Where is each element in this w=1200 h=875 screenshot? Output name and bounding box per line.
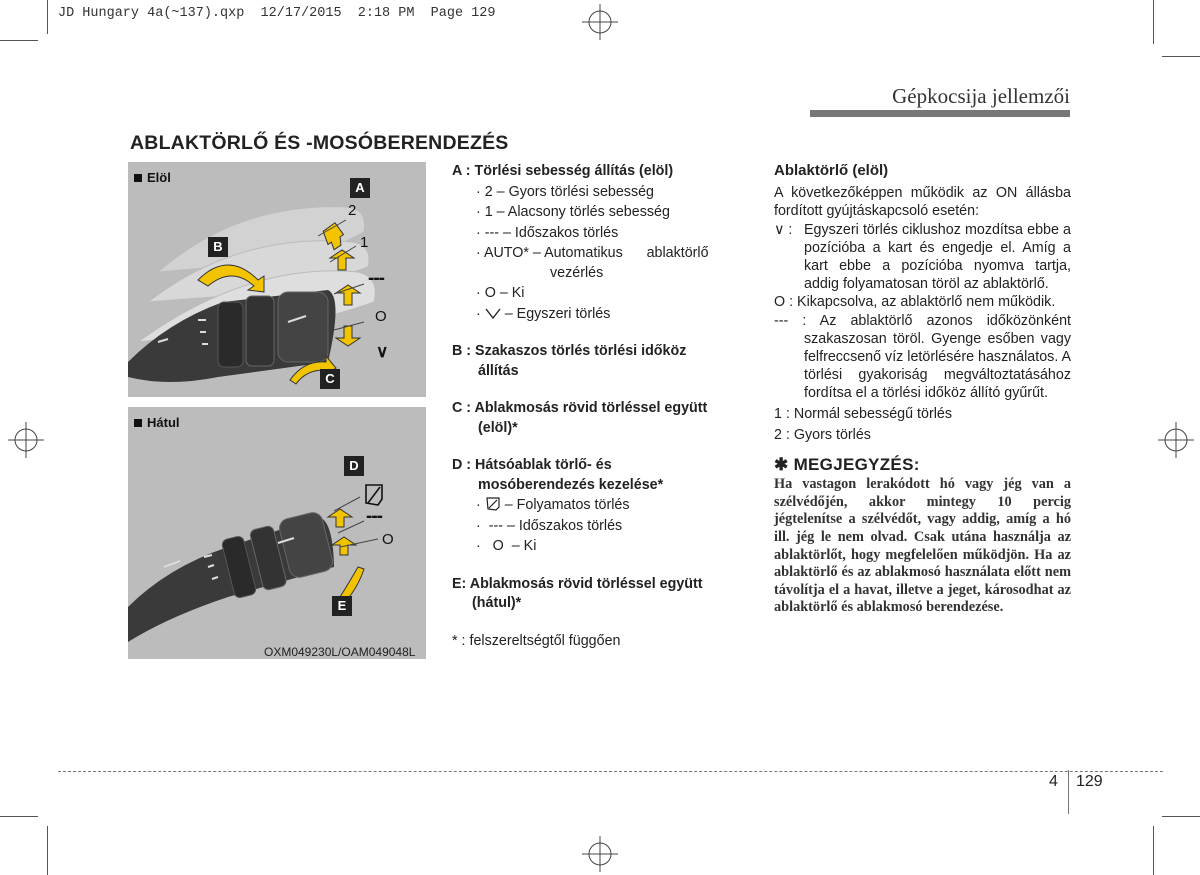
legend-column [452, 162, 752, 651]
figure-label: Hátul [134, 415, 180, 430]
figure-mark-off: O [382, 531, 394, 548]
legend-d-title-cont: mosóberendezés kezelése* [478, 476, 664, 493]
legend-a-item: · 2 – Gyors törlési sebesség [476, 183, 654, 200]
crop-mark [47, 826, 48, 875]
page-title: ABLAKTÖRLŐ ÉS -MOSÓBERENDEZÉS [130, 132, 509, 154]
figure-badge-c: C [320, 369, 340, 389]
page-number-divider [1068, 770, 1069, 814]
crop-mark [1162, 816, 1200, 817]
figure-mark-off: O [375, 308, 387, 325]
legend-footnote: * : felszereltségtől függően [452, 632, 621, 649]
figure-mark-1: 1 [360, 234, 369, 251]
right-normal: 1 : Normál sebességű törlés [774, 405, 952, 422]
legend-d-item: · --- – Időszakos törlés [476, 517, 623, 534]
figure-badge-d: D [344, 456, 364, 476]
footer-divider [58, 771, 1163, 772]
crop-mark [0, 816, 38, 817]
legend-a-off: · O – Ki [476, 285, 525, 301]
legend-d-item: · O – Ki [476, 538, 537, 554]
note-text: Ha vastagon lerakódott hó vagy jég van a szélvédőjén, akkor mintegy 10 percig jégtelenítse a szélvédőt, vagy addig, amíg a hó ill. jég le nem olvad. Csak utána használja az ablaktörlőt, hogy megfelelően működjön. Ha az ablaktörlő és az ablakmosó használata előtt nem távolítja el a havat, illetve a jeget, károsodhat az ablaktörlő és ablakmosó berendezése. [774, 476, 1071, 616]
crop-mark [1153, 826, 1154, 875]
legend-e-title-cont: (hátul)* [472, 595, 522, 611]
figure-badge-b: B [208, 237, 228, 257]
right-heading: Ablaktörlő (elöl) [774, 162, 889, 179]
legend-c-title-cont: (elöl)* [478, 419, 518, 436]
single-wipe-label: ∨ : [774, 221, 793, 238]
single-wipe-text: Egyszeri törlés ciklushoz mozdítsa ebbe a pozícióba a kart és engedje el. Amíg a kart ebbe a pozícióba nyomva tartja, addig folyamatosan töröl az ablaktörlő. [804, 221, 1071, 293]
legend-a-auto: · AUTO* – Automatikus ablaktörlő [476, 245, 709, 261]
figure-caption: OXM049230L/OAM049048L [264, 645, 416, 659]
legend-d-continuous: · – Folyamatos törlés [476, 497, 630, 513]
figure-label: Elöl [134, 170, 171, 185]
print-slug: JD Hungary 4a(~137).qxp 12/17/2015 2:18 PM Page 129 [58, 6, 496, 21]
crop-mark [47, 0, 48, 34]
figure-front-wiper [128, 162, 426, 397]
registration-mark-icon [1158, 422, 1194, 458]
figure-mark-intermittent: --- [366, 506, 382, 527]
crop-mark [0, 40, 38, 41]
right-interval: --- : Az ablaktörlő azonos időközönként szakaszosan töröl. Gyenge esőben vagy felfreccsenő víz letörlésére használatos. A törlési gyakoriság megváltoztatásához fordítsa el a törlési időköz állító gyűrűt. [774, 312, 1072, 402]
figure-mark-intermittent: --- [368, 268, 384, 289]
legend-b-title: B : Szakaszos törlés törlési időköz [452, 343, 687, 359]
single-wipe-icon [485, 308, 501, 320]
crop-mark [1162, 56, 1200, 57]
legend-d-title: D : Hátsóablak törlő- és [452, 457, 612, 473]
section-title: Gépkocsija jellemzői [892, 84, 1070, 108]
rear-wiper-continuous-icon [485, 497, 501, 511]
rear-wiper-symbol-icon [366, 485, 382, 505]
registration-mark-icon [582, 4, 618, 40]
figure-badge-a: A [350, 178, 370, 198]
figure-rear-wiper [128, 407, 426, 659]
legend-a-item: · --- – Időszakos törlés [476, 224, 619, 241]
legend-c-title: C : Ablakmosás rövid törléssel együtt [452, 400, 708, 416]
figure-mark-single: ∨ [376, 342, 389, 361]
note-title: ✱ MEGJEGYZÉS: [774, 455, 920, 475]
figure-mark-2: 2 [348, 202, 357, 219]
legend-a-item: · 1 – Alacsony törlés sebesség [476, 204, 670, 220]
registration-mark-icon [582, 836, 618, 872]
legend-a-title: A : Törlési sebesség állítás (elöl) [452, 163, 674, 179]
figure-badge-e: E [332, 596, 352, 616]
chapter-number: 4 [1049, 773, 1058, 790]
right-off: O : Kikapcsolva, az ablaktörlő nem működik. [774, 294, 1056, 311]
right-intro: A következőképpen működik az ON állásba fordított gyújtáskapcsoló esetén: [774, 185, 1071, 220]
header-bar [810, 110, 1070, 117]
right-fast: 2 : Gyors törlés [774, 426, 871, 443]
legend-e-title: E: Ablakmosás rövid törléssel együtt [452, 575, 703, 592]
page-number: 129 [1076, 773, 1103, 790]
legend-a-auto-cont: vezérlés [550, 264, 604, 281]
right-column [774, 162, 1071, 617]
right-single-wipe [774, 221, 1071, 294]
crop-mark [1153, 0, 1154, 44]
registration-mark-icon [8, 422, 44, 458]
legend-a-single: · – Egyszeri törlés [476, 305, 611, 322]
legend-b-title-cont: állítás [478, 362, 519, 379]
